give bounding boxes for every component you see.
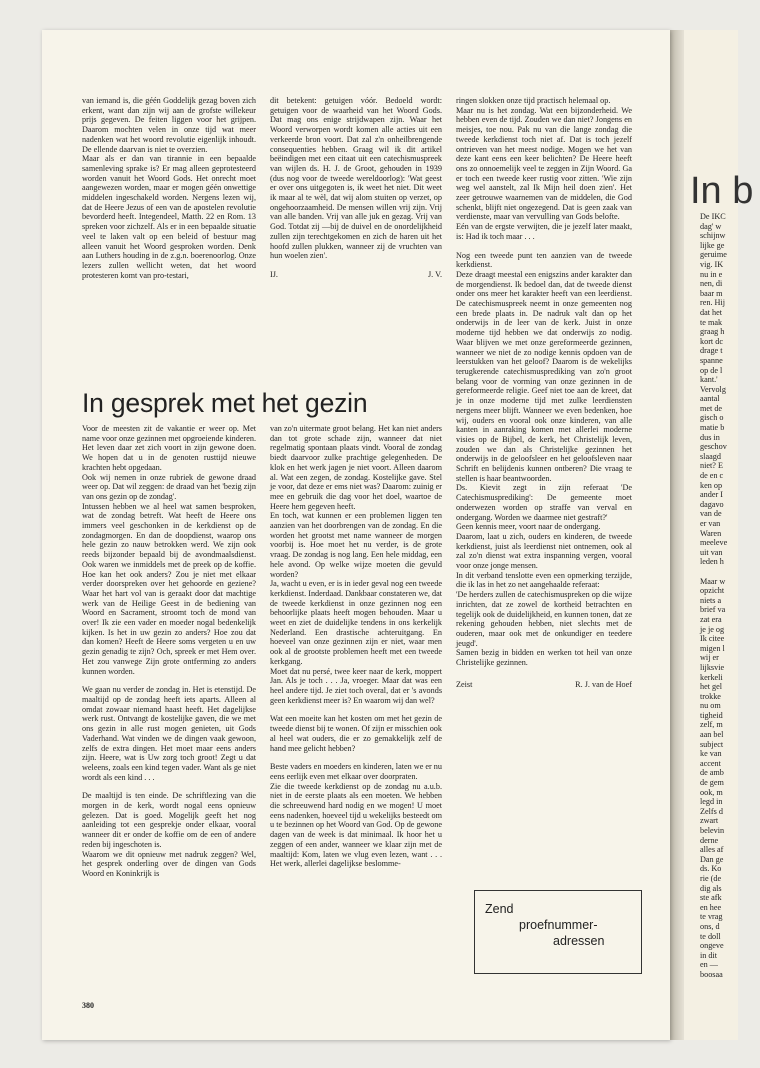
paragraph: Samen bezig in bidden en werken tot heil van onze Christelijke gezinnen. [456, 648, 632, 668]
adjacent-page-line: ons, d [700, 921, 720, 931]
adjacent-page-line: Maar w [700, 576, 726, 586]
adjacent-page-line: geschov [700, 442, 727, 452]
paragraph: Beste vaders en moeders en kinderen, laten we er nu eens eerlijk even met elkaar over doorpraten. [270, 762, 442, 781]
adjacent-page-line: met de [700, 403, 723, 413]
article-title: In gesprek met het gezin [82, 388, 368, 418]
adjacent-page-line: kant.' [700, 375, 718, 385]
adjacent-page-line: dagavo [700, 499, 724, 509]
adjacent-page-line: Waren [700, 528, 722, 538]
adjacent-page-line: ongeve [700, 941, 724, 951]
adjacent-page-line: trokke [700, 691, 721, 701]
adjacent-page-line: wij er [700, 653, 719, 663]
adjacent-page [684, 30, 754, 1040]
right-column [456, 96, 632, 689]
adjacent-page-line: migen l [700, 643, 725, 653]
paragraph: Voor de meesten zit de vakantie er weer op. Met name voor onze gezinnen met opgroeiende kinderen. Het leven daar zet zich voort in zijn gewone doen. We hopen dat u in de genoten rusttijd nieuwe krachten hebt opgedaan. [82, 424, 256, 472]
paragraph: 'De herders zullen de catechismuspreken op die wijze inrichten, dat ze zowel de kortheid betrachten en tegelijk ook de duidelijkheid, en kunnen tonen, dat ze rekening gehouden hebben, niet slechts met de ouderen, maar ook met de onkundiger en teedere jeugd'. [456, 590, 632, 648]
paragraph: De maaltijd is ten einde. De schriftlezing van die morgen in de kerk, wordt nogal eens opnieuw gelezen. Dat is goed. Mogelijk geeft het nog aanleiding tot een gesprekje onder elkaar, vooral wanneer dit er onder de koffie om de een of andere reden bij ingeschoten is. [82, 791, 256, 849]
paragraph: We gaan nu verder de zondag in. Het is etenstijd. De maaltijd op de zondag heeft iets aparts. Alleen al omdat zowaar niemand haast heeft. Het dagelijkse werk rust. Ontvangt de kostelijke gaven, die we met ons gezin in alle rust mogen genieten, uit Gods Vaderhand. Wat vinden we de dingen vaak gewoon, zelfs de extra dingen. Het moet maar eens anders zijn. Heere, wat is Uw zorg toch groot! Zegt u dat weleens, zoals een kind tegen vader. Want als ge niet wordt als een kind . . . [82, 685, 256, 782]
adjacent-page-line: Zelfs d [700, 806, 723, 816]
adjacent-page-line: baar m [700, 288, 723, 298]
paragraph: Nog een tweede punt ten aanzien van de tweede kerkdienst. [456, 250, 632, 270]
paragraph: Waarom we dit opnieuw met nadruk zeggen? Wel, het gesprek onderling over de dingen van Gods Woord en Koninkrijk is [82, 849, 256, 878]
top-left-column [82, 96, 256, 289]
paragraph: Eén van de ergste verwijten, die je jezelf later maakt, is: Had ik toch maar . . . [456, 222, 632, 241]
paragraph: Ja, wacht u even, er is in ieder geval nog een tweede kerkdienst. Inderdaad. Dankbaar constateren we, dat de tweede kerkdienst in onze gezinnen nog een behoorlijke plaats heeft mogen behouden. Maar u weet en ziet de duidelijke tendens in ons kerkelijk Nederland. Een drastische achteruitgang. En hoeveel van onze gezinnen zijn er niet, waar men ook al de grootste problemen heeft met een tweede kerkgang. [270, 579, 442, 666]
adjacent-page-line: spanne [700, 355, 723, 365]
paragraph: van zo'n uitermate groot belang. Het kan niet anders dan tot grote schade zijn, wanneer dat niet regelmatig spontaan plaats vindt. Vooral de zondag biedt daarvoor zulke prachtige gelegenheden. De klok en het werk jagen je niet voort. Alleen daarom al. Wat een zegen, de zondag. Kostelijke gave. Stel je voor, dat deze er ems niet was? Daarom: zuinig er mee en gebruik die dag voor het doel, waartoe de Heere hem gegeven heeft. [270, 424, 442, 511]
adjacent-page-line: ander I [700, 490, 723, 500]
adjacent-page-line: matie b [700, 423, 725, 433]
signature [456, 680, 632, 690]
adjacent-page-line: derne [700, 835, 719, 845]
adjacent-page-line: zat era [700, 614, 722, 624]
adjacent-page-line: te doll [700, 931, 721, 941]
adjacent-page-heading: In b [690, 170, 754, 212]
adjacent-page-line: gisch o [700, 413, 724, 423]
byline-left: IJ. [270, 269, 278, 279]
adjacent-page-line: in dit [700, 950, 718, 960]
adjacent-page-line: nen, di [700, 279, 723, 289]
adjacent-page-line: dig als [700, 883, 722, 893]
adjacent-page-line: aantal [700, 394, 720, 404]
adjacent-page-line: nu in e [700, 269, 723, 279]
adjacent-page-line: drage t [700, 346, 723, 356]
adjacent-page-line: niet? E [700, 461, 723, 471]
adjacent-page-line: ken op [700, 480, 723, 490]
adjacent-page-line: ste afk [700, 893, 722, 903]
adjacent-page-line: de gem [700, 778, 724, 788]
paragraph: In dit verband tenslotte even een opmerking terzijde, die ik las in het zo net aangehaalde referaat: [456, 570, 632, 590]
adjacent-page-line: Vervolg [700, 384, 726, 394]
adjacent-page-line: de amb [700, 768, 724, 778]
paragraph: Maar als er dan van tirannie in een bepaalde samenleving sprake is? Er mag alleen geprotesteerd worden vanuit het Woord Gods. Het onrecht moet aangewezen worden, maar er mogen géén onwettige middelen ingeschakeld worden. Nergens lezen wij, dat de Heere Jezus of een van de apostelen revolutie bevorderd heeft. Integendeel, Matth. 22 en Rom. 13 spreken voor zichzelf. Als er in een bepaalde situatie veel te laken valt op een beleid of bestuur mag alleen vanuit het Woord gesproken worden. Denk aan Luthers houding in de z.g.n. boerenoorlog. Onze lezers zullen wellicht weten, dat het woord protesteren komt van pro-testari, [82, 154, 256, 280]
adjacent-page-line: zwart [700, 816, 719, 826]
adjacent-page-line: lijksvie [700, 662, 725, 672]
byline [270, 270, 442, 280]
adjacent-page-line: ke van [700, 749, 722, 759]
paragraph: ringen slokken onze tijd practisch helemaal op. [456, 96, 611, 105]
promo-line-3: adressen [553, 934, 605, 948]
page-number: 380 [82, 1001, 94, 1010]
paragraph: dit betekent: getuigen vóór. Bedoeld wordt: getuigen voor de waarheid van het Woord Gods. Dat mag ons enige strijdwapen zijn. Waar het Woord verworpen wordt komen alle acties uit een verkeerde bron voort. Dat zal z'n onheilbrengende consequenties hebben. Graag wil ik dit artikel beëindigen met een citaat uit een catechismuspreek van wijlen ds. H. J. de Groot, gehouden in 1939 (dus nog voor de tweede wereldoorlog): 'Wat geest er over ons uitgegoten is, ik weet het niet. Dit weet ik maar al te wèl, dat wij alom stuiten op verzet, op ongehoorzaamheid. De mensen willen vrij zijn. Vrij van alle banden. Vrij van alle juk en gezag. Vrij van God. Totdat zij —bij de duivel en de onordelijkheid zullen zijn terechtgekomen en zich de haren uit het hoofd zullen plukken, wanneer zij de vruchten van hun woelen zien'. [270, 96, 442, 261]
paragraph: Wat een moeite kan het kosten om met het gezin de tweede dienst bij te wonen. Of zijn er misschien ook al heel wat ouders, die er zo gemakkelijk zelf de hand mee gelicht hebben? [270, 714, 442, 753]
adjacent-page-line: en hee [700, 902, 722, 912]
adjacent-page-line: subject [700, 739, 724, 749]
promo-line-1: Zend [485, 902, 514, 916]
adjacent-page-line: belevin [700, 826, 725, 835]
paragraph: Ook wij nemen in onze rubriek de gewone draad weer op. Dat wil zeggen: de draad van het 'bezig zijn van ons gezin op de zondag'. [82, 472, 256, 501]
adjacent-page-line: De IKC [700, 212, 726, 221]
adjacent-page-line: Ik citee [700, 634, 725, 644]
adjacent-page-line: van de [700, 509, 722, 519]
adjacent-page-line: en — [700, 960, 718, 970]
adjacent-page-line: je je og [700, 624, 725, 634]
paragraph: Moet dat nu persé, twee keer naar de kerk, moppert Jan. Als je toch . . . Ja, vroeger. Maar dat was een heel andere tijd. Je ziet toch overal, dat er 's avonds geen kerkdienst meer is? En waarom wij dan wel? [270, 666, 442, 705]
paragraph: Zie die tweede kerkdienst op de zondag nu a.u.b. niet in de eerste plaats als een moeten. We hebben die schreeuwend hard nodig en we mogen! U moet eens nadenken, hoeveel tijd u wekelijks besteedt om u te bezinnen op het Woord van God. Op de gewone dagen van de week is dat minimaal. Ik hoor het u zeggen of een ander, wanneer we klaar zijn met de maaltijd: Kom, laten we vlug even lezen, want . . . Het werk, allerlei dagelijkse beslomme- [270, 781, 442, 869]
adjacent-page-line: opzicht [700, 586, 725, 596]
adjacent-page-line: graag h [700, 327, 725, 337]
promo-line-2: proefnummer- [519, 918, 598, 932]
paragraph: Daarom, laat u zich, ouders en kinderen, de tweede kerkdienst, juist als leerdienst niet ontnemen, ook al zal zo'n dienst wat extra inspanning vergen, vooral voor onze jonge mensen. [456, 531, 632, 571]
byline-right: J. V. [427, 269, 442, 279]
adjacent-page-line: dag' w [700, 221, 722, 231]
paragraph: Deze draagt meestal een enigszins ander karakter dan de morgendienst. Ik bedoel dan, dat de tweede dienst onder ons meer het karakter heeft van een leerdienst. De catechismuspreek neemt in onze gemeenten nog een brede plaats in. De nadruk valt dan op het onderwijs in de leer van de kerk. Juist in onze moderne tijd hebben we dat onderwijs zo nodig. Waar blijven we met onze gereformeerde gezinnen, wanneer we niet de zo nodige kennis opdoen van de leerstukken van het geloof? Daarom is de wekelijks terugkerende catechismusprediking van zo'n groot belang voor de vorming van onze gezinnen in de gereformeerde religie. Geef niet toe aan de kreet, dat je in onze moderne tijd met zulke leerdiensten nergens meer blijft. Wanneer we even bedenken, hoe wij, ouders en vooral ook onze kinderen, van alle kanten in aanraking komen met allerlei moderne visies op de Bijbel, de kerk, het Christelijk leven, zouden we dan als Christelijke gezinnen het onderwijs in de geloofsleer en het geloofsleven naar Schrift en belijdenis kunnen ontberen? Die vraag te stellen is haar beantwoorden. [456, 269, 632, 483]
adjacent-page-line: de en c [700, 471, 724, 481]
adjacent-page-line: het gel [700, 682, 723, 692]
adjacent-page-line: ren. Hij [700, 298, 726, 308]
adjacent-page-line: brief va [700, 605, 726, 615]
signature-author: R. J. van de Hoef [575, 679, 632, 689]
paragraph: van iemand is, die géén Goddelijk gezag boven zich erkent, want dan zijn wij aan de grofste willekeur prijs gegeven. De feiten liggen voor het grijpen. Daarom mochten velen in onze tijd wat meer nadenken wat het woord revolutie eigenlijk inhoudt. De ellende daarvan is niet te overzien. [82, 96, 256, 154]
adjacent-page-line: dus in [700, 432, 720, 442]
adjacent-page-line: aan bel [700, 730, 724, 740]
adjacent-page-line: geruime [700, 250, 727, 260]
adjacent-page-line: uit van [700, 547, 723, 557]
paragraph: Ds. Kievit zegt in zijn referaat 'De Catechismusprediking': De gemeente moet onderwezen worden op straffe van verval en ondergang. Worden we daarmee niet gestraft?' [456, 483, 632, 522]
middle-column [270, 424, 442, 869]
adjacent-page-line: op de l [700, 365, 723, 375]
adjacent-page-line: ook, m [700, 787, 723, 797]
left-column [82, 424, 256, 879]
adjacent-page-line: alles af [700, 845, 724, 855]
adjacent-page-line: accent [700, 758, 721, 768]
adjacent-page-line: zelf, m [700, 720, 723, 730]
adjacent-page-line: tigheid [700, 710, 723, 720]
adjacent-page-line: niets a [700, 595, 722, 605]
paragraph: En toch, wat kunnen er een problemen liggen ten aanzien van het doorbrengen van de zondag. En die worden het grootst met name wanneer de morgen voorbij is. Hoe moet het nu verder, is de grote vraag. De zondag is nog lang. Een hele middag, een hele avond. Op welke wijze moeten die gevuld worden? [270, 511, 442, 579]
adjacent-page-line: Dan ge [700, 854, 724, 864]
paragraph: Maar nu is het zondag. Wat een bijzonderheid. We hebben even de tijd. Zouden we dan niet? Jongens en meisjes, toe nou. Pak nu van die lange zondag die tweede kerkdienst toch niet af. Dat is toch jezelf ontrieven van het meest nodige. Mogen we het van deze kant eens een keer belichten? De Heere heeft ons zo onnoemelijk veel te zeggen in Zijn Woord. Ga er toch een tweede keer rustig voor zitten. 'Wie zijn weg wel aanstelt, zal Ik Mijn heil doen zien'. Het zeer getrouwe waarnemen van de middelen, die God schenkt, blijft niet ongezegend. Dat is geen zaak van verdienste, maar van vervulling van Gods belofte. [456, 105, 632, 222]
top-middle-column [270, 96, 442, 280]
paragraph: Intussen hebben we al heel wat samen besproken, wat de zondag betreft. Wat heeft de Heere ons immers veel geschonken in de kerkdienst op de zondagmorgen. En dan de doopdienst, waarop ons hele gezin zo nauw betrokken werd. We zijn ook reeds bijzonder bepaald bij de avondmaalsdienst. Ook waren we inmiddels met de preek op de koffie. Hoe kan het ook anders? Zou je niet met elkaar verder doorspreken over het gehoorde en geziene? Waar het hart vol van is geraakt door dat machtige werk van de Heilige Geest in de bediening van Woord en Sacrament, stroomt toch de mond van over! Ik zie een vader en moeder nogal bedenkelijk kijken. Is het in uw gezin zo anders? Hoe zou dat dan komen? Heeft de Heere soms vergeten u en uw gezin genadig te zijn? Och, spreek er met Hem over. Het zou vanwege Zijn grote ontferming zo anders kunnen worden. [82, 501, 256, 676]
adjacent-page-line: er van [700, 519, 721, 528]
adjacent-page-line [700, 567, 760, 577]
adjacent-page-line: schijnw [700, 231, 726, 241]
adjacent-page-line: kerkeli [700, 672, 723, 682]
paragraph: Geen kennis meer, voort naar de ondergang. [456, 522, 601, 532]
adjacent-page-line: leden h [700, 557, 724, 567]
adjacent-page-line: nu om [700, 701, 721, 711]
adjacent-page-line: kort dc [700, 336, 723, 346]
adjacent-page-line: meeleve [700, 538, 728, 548]
adjacent-page-text [700, 212, 760, 980]
adjacent-page-line: dat het [700, 307, 723, 317]
page-gutter [670, 30, 684, 1040]
adjacent-page-line: te vrag [700, 912, 723, 922]
adjacent-page-line: boosaa [700, 969, 723, 979]
adjacent-page-line: vig. IK [700, 259, 724, 269]
signature-place: Zeist [456, 679, 473, 689]
adjacent-page-line: legd in [700, 797, 723, 807]
promo-box [474, 890, 642, 974]
adjacent-page-line: slaagd [700, 451, 721, 461]
adjacent-page-line: rie (de [700, 873, 722, 883]
adjacent-page-line: te mak [700, 317, 723, 327]
adjacent-page-line: lijke ge [700, 240, 725, 250]
adjacent-page-line: ds. Ko [700, 864, 722, 874]
